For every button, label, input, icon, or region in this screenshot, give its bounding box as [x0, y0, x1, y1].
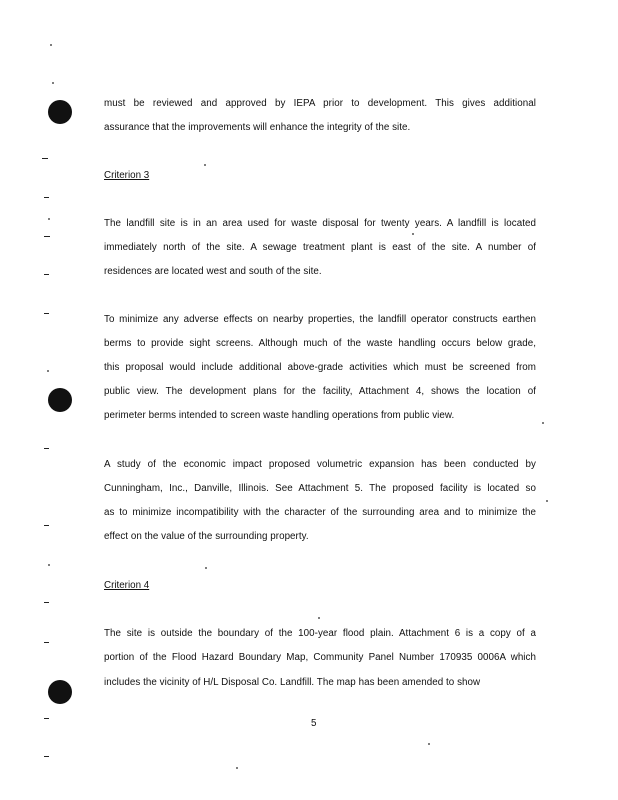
paragraph-1-line: must be reviewed and approved by IEPA prior to development. This gives additional	[104, 98, 536, 109]
paragraph-5-line: The site is outside the boundary of the 100-year flood plain. Attachment 6 is a copy of a	[104, 628, 536, 639]
scan-speck	[52, 82, 54, 84]
scan-speck	[204, 164, 206, 166]
scan-speck	[546, 500, 548, 502]
margin-mark	[44, 236, 50, 237]
scan-speck	[318, 617, 320, 619]
scan-speck	[236, 767, 238, 769]
scan-speck	[48, 218, 50, 220]
paragraph-1-line: assurance that the improvements will enhance the integrity of the site.	[104, 122, 411, 133]
scan-speck	[47, 370, 49, 372]
margin-mark	[44, 313, 49, 314]
paragraph-4-line: A study of the economic impact proposed volumetric expansion has been conducted by	[104, 459, 536, 470]
margin-mark	[42, 158, 48, 159]
scan-speck	[412, 233, 414, 235]
paragraph-4-line: Cunningham, Inc., Danville, Illinois. See Attachment 5. The proposed facility is located so	[104, 483, 536, 494]
criterion-3-heading: Criterion 3	[104, 170, 150, 181]
margin-mark	[44, 274, 49, 275]
paragraph-5-line: includes the vicinity of H/L Disposal Co. Landfill. The map has been amended to show	[104, 677, 481, 688]
paragraph-2-line: immediately north of the site. A sewage treatment plant is east of the site. A number of	[104, 242, 536, 253]
paragraph-3-line: To minimize any adverse effects on nearby properties, the landfill operator constructs earthen	[104, 314, 536, 325]
paragraph-3-line: public view. The development plans for the facility, Attachment 4, shows the location of	[104, 386, 536, 397]
scan-speck	[542, 422, 544, 424]
paragraph-5-line: portion of the Flood Hazard Boundary Map, Community Panel Number 170935 0006A which	[104, 652, 536, 663]
margin-mark	[44, 448, 49, 449]
paragraph-2-line: The landfill site is in an area used for waste disposal for twenty years. A landfill is located	[104, 218, 536, 229]
scan-speck	[428, 743, 430, 745]
scan-speck	[48, 564, 50, 566]
scan-speck	[50, 44, 52, 46]
margin-mark	[44, 756, 49, 757]
punch-hole-middle	[48, 388, 72, 412]
margin-mark	[44, 602, 49, 603]
punch-hole-bottom	[48, 680, 72, 704]
margin-mark	[44, 197, 49, 198]
paragraph-3-line: this proposal would include additional above-grade activities which must be screened from	[104, 362, 536, 373]
punch-hole-top	[48, 100, 72, 124]
page-number: 5	[311, 718, 317, 729]
criterion-4-heading: Criterion 4	[104, 580, 150, 591]
paragraph-4-line: as to minimize incompatibility with the character of the surrounding area and to minimize the	[104, 507, 536, 518]
margin-mark	[44, 642, 49, 643]
margin-mark	[44, 718, 49, 719]
paragraph-3-line: berms to provide sight screens. Although much of the waste handling occurs below grade,	[104, 338, 536, 349]
paragraph-2-line: residences are located west and south of the site.	[104, 266, 322, 277]
margin-mark	[44, 525, 49, 526]
paragraph-4-line: effect on the value of the surrounding property.	[104, 531, 309, 542]
scan-speck	[205, 567, 207, 569]
paragraph-3-line: perimeter berms intended to screen waste handling operations from public view.	[104, 410, 455, 421]
